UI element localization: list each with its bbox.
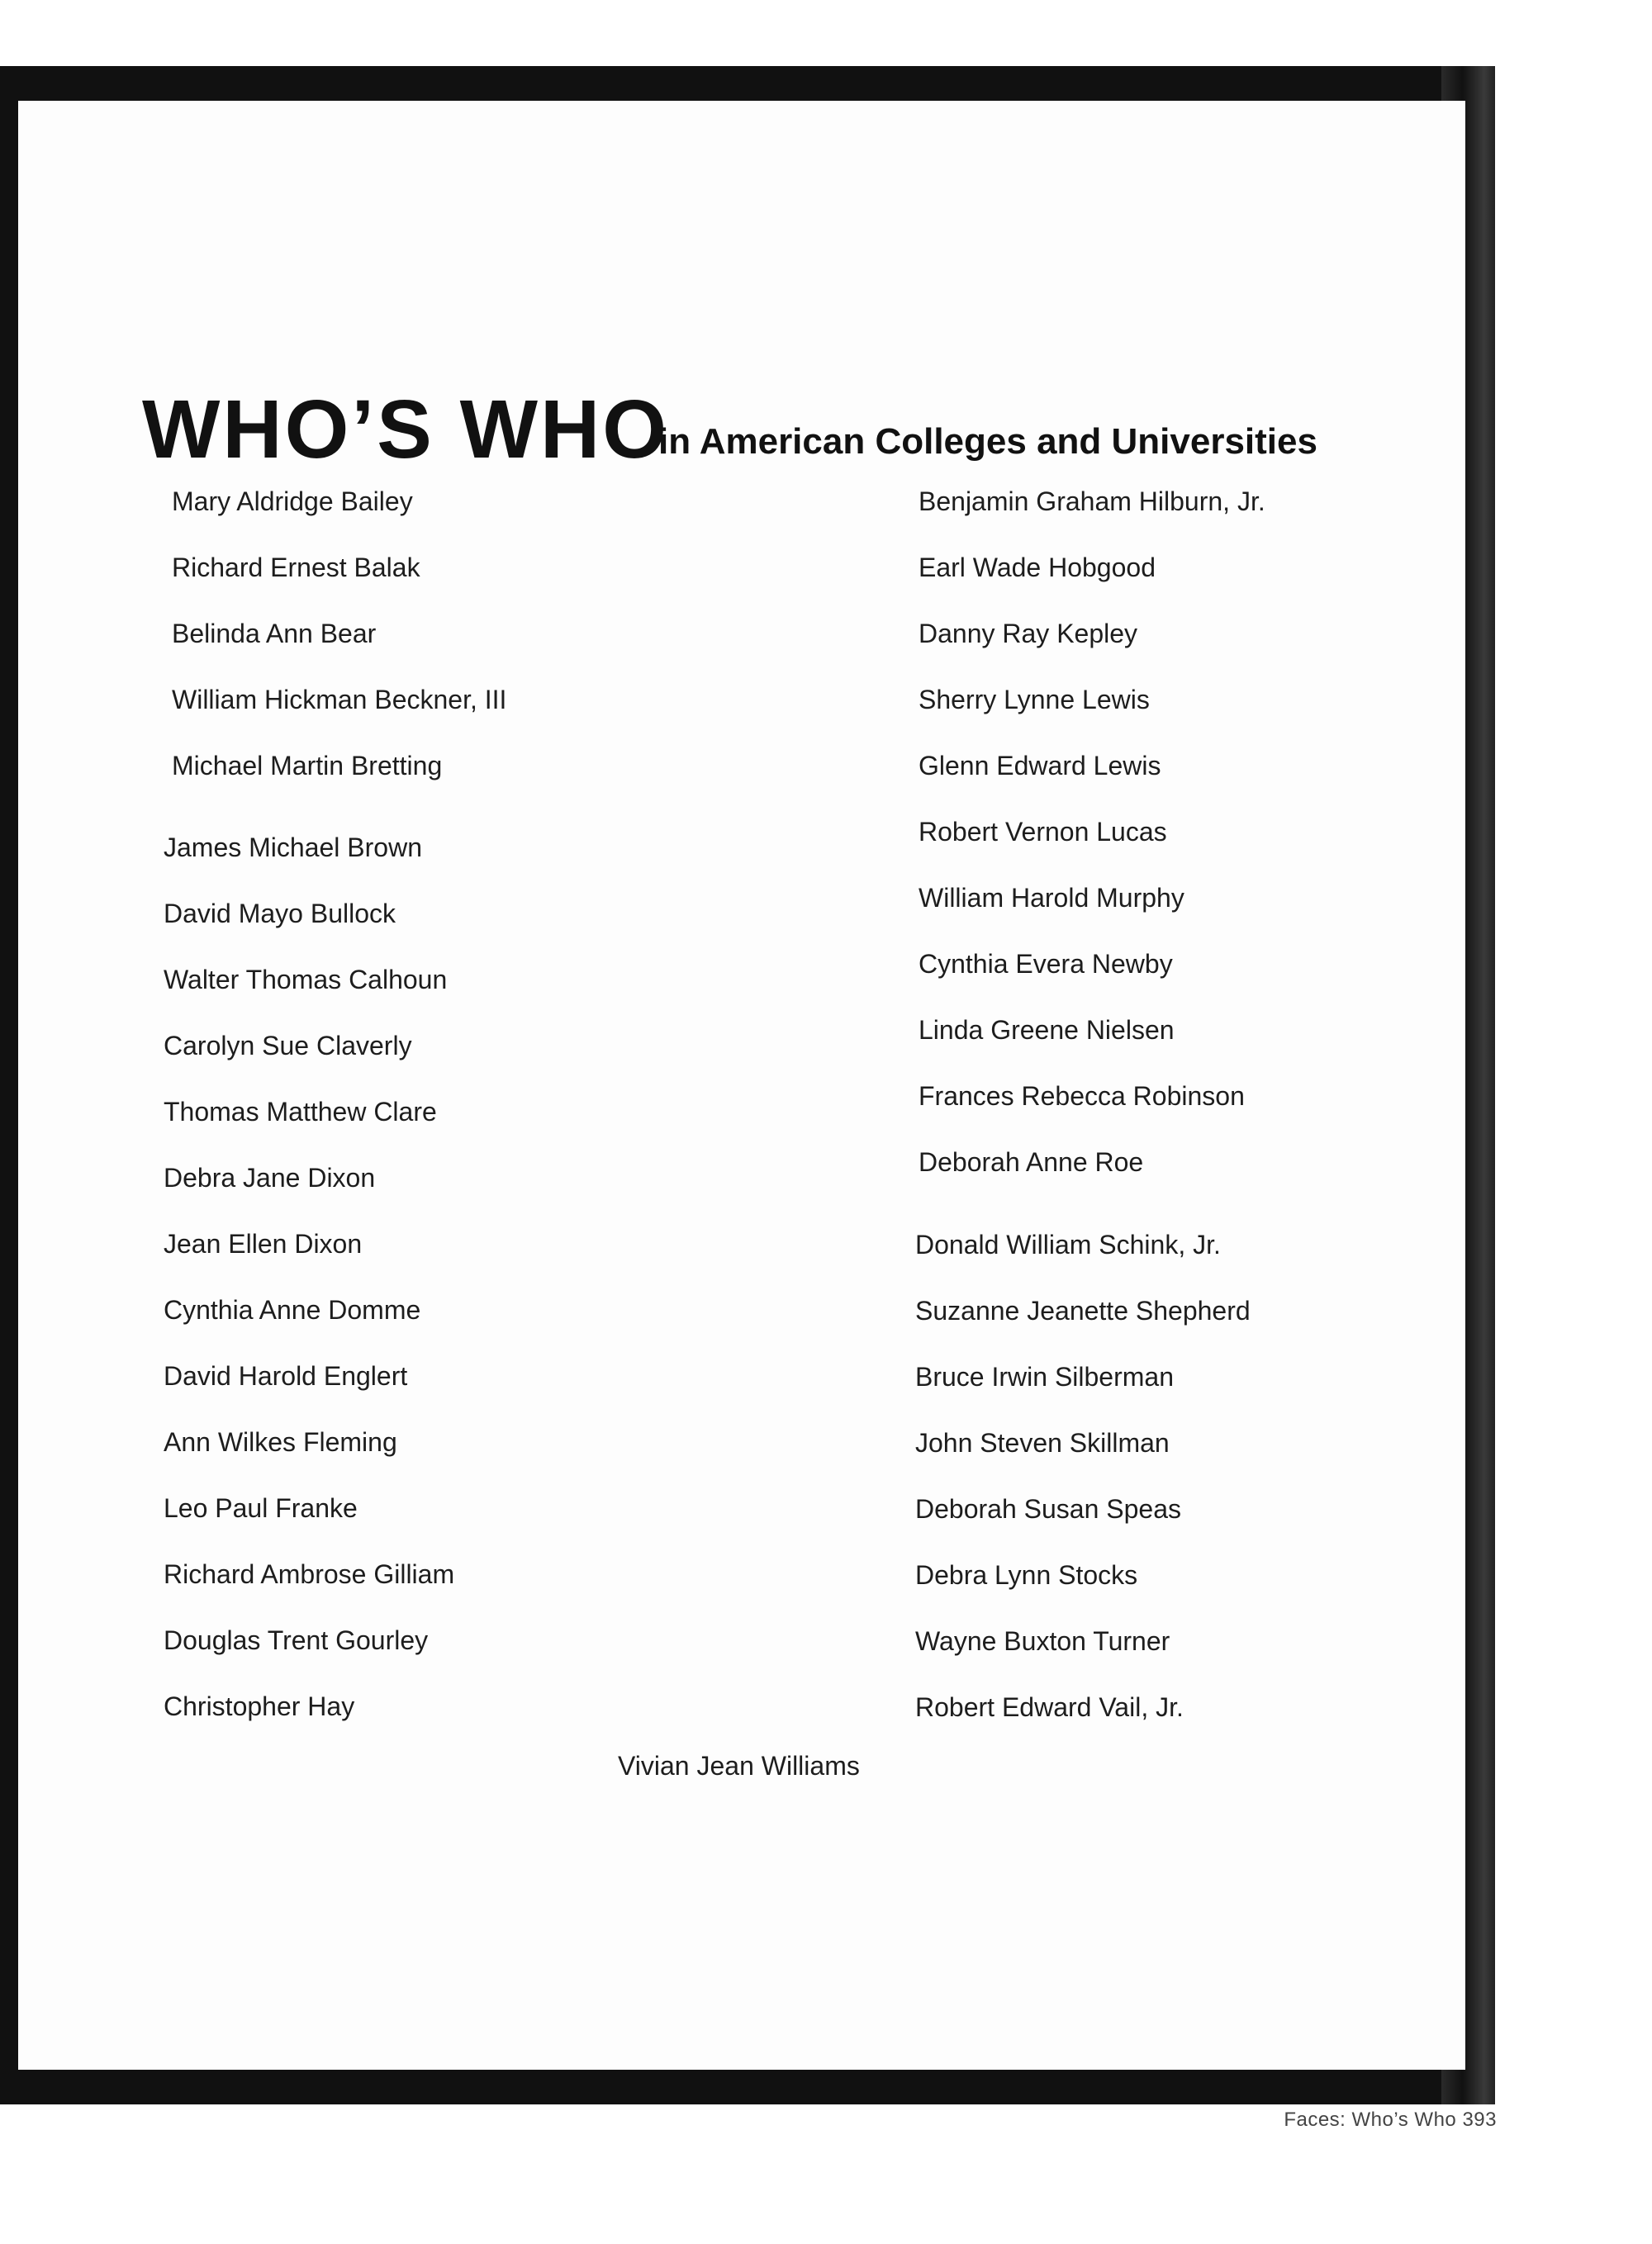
- right-name-8: Cynthia Evera Newby: [919, 949, 1173, 979]
- right-name-14: Bruce Irwin Silberman: [915, 1362, 1174, 1392]
- right-name-7: William Harold Murphy: [919, 883, 1184, 913]
- right-name-9: Linda Greene Nielsen: [919, 1015, 1175, 1045]
- left-name-2: Richard Ernest Balak: [172, 553, 420, 582]
- left-name-1: Mary Aldridge Bailey: [172, 486, 413, 516]
- left-name-9: Carolyn Sue Claverly: [164, 1031, 412, 1060]
- right-name-16: Deborah Susan Speas: [915, 1494, 1181, 1524]
- page-footer: Faces: Who’s Who 393: [1284, 2109, 1497, 2131]
- left-name-7: David Mayo Bullock: [164, 899, 396, 928]
- right-name-12: Donald William Schink, Jr.: [915, 1230, 1221, 1260]
- left-name-18: Douglas Trent Gourley: [164, 1625, 429, 1655]
- left-name-4: William Hickman Beckner, III: [172, 685, 507, 714]
- heading-sub: in American Colleges and Universities: [658, 421, 1317, 462]
- left-name-19: Christopher Hay: [164, 1691, 355, 1721]
- left-name-13: Cynthia Anne Domme: [164, 1295, 421, 1325]
- left-name-12: Jean Ellen Dixon: [164, 1229, 363, 1259]
- right-name-17: Debra Lynn Stocks: [915, 1560, 1138, 1590]
- right-name-5: Glenn Edward Lewis: [919, 751, 1161, 780]
- left-name-11: Debra Jane Dixon: [164, 1163, 376, 1193]
- left-name-5: Michael Martin Bretting: [172, 751, 443, 780]
- left-name-3: Belinda Ann Bear: [172, 619, 377, 648]
- left-name-15: Ann Wilkes Fleming: [164, 1427, 397, 1457]
- right-name-19: Robert Edward Vail, Jr.: [915, 1692, 1184, 1722]
- right-name-13: Suzanne Jeanette Shepherd: [915, 1296, 1251, 1326]
- left-name-6: James Michael Brown: [164, 833, 422, 862]
- right-name-6: Robert Vernon Lucas: [919, 817, 1167, 847]
- right-name-4: Sherry Lynne Lewis: [919, 685, 1150, 714]
- left-name-8: Walter Thomas Calhoun: [164, 965, 448, 994]
- right-name-18: Wayne Buxton Turner: [915, 1626, 1170, 1656]
- left-name-14: David Harold Englert: [164, 1361, 408, 1391]
- left-name-10: Thomas Matthew Clare: [164, 1097, 437, 1127]
- right-name-3: Danny Ray Kepley: [919, 619, 1138, 648]
- left-name-17: Richard Ambrose Gilliam: [164, 1559, 455, 1589]
- right-name-1: Benjamin Graham Hilburn, Jr.: [919, 486, 1265, 516]
- heading-main: WHO’S WHO: [142, 383, 670, 476]
- center-name: Vivian Jean Williams: [618, 1751, 860, 1781]
- right-name-10: Frances Rebecca Robinson: [919, 1081, 1245, 1111]
- right-name-15: John Steven Skillman: [915, 1428, 1170, 1458]
- right-name-2: Earl Wade Hobgood: [919, 553, 1156, 582]
- left-name-16: Leo Paul Franke: [164, 1493, 358, 1523]
- right-name-11: Deborah Anne Roe: [919, 1147, 1144, 1177]
